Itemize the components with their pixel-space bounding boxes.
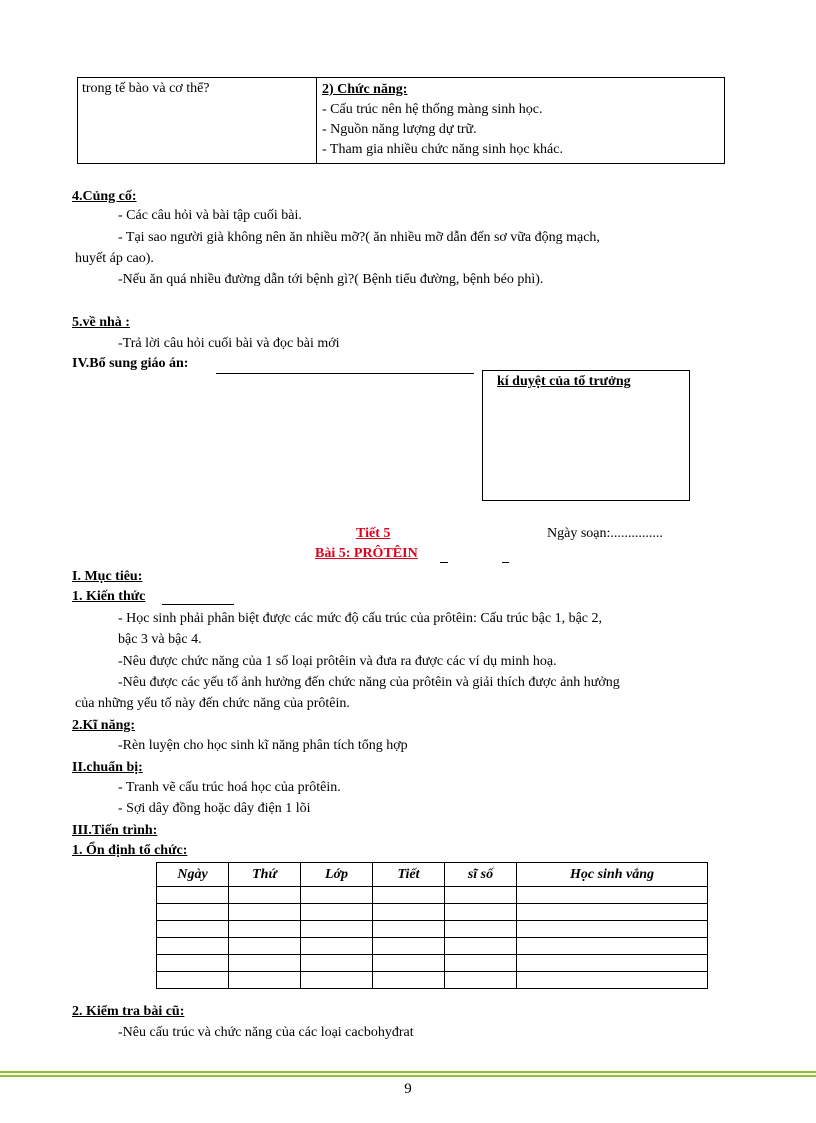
knowledge-line: - Học sinh phải phân biệt được các mức độ cấu trúc của prôtêin: Cấu trúc bậc 1, bậc 2, — [118, 611, 603, 626]
col-header-weekday: Thứ — [229, 863, 301, 887]
table-divider — [316, 78, 317, 163]
table-left-cell: trong tế bào và cơ thể? — [82, 81, 210, 96]
col-header-date: Ngày — [157, 863, 229, 887]
attendance-table — [156, 862, 708, 989]
prep-date: Ngày soạn:............... — [547, 526, 663, 541]
knowledge-rule — [162, 604, 234, 605]
old-lesson-check-heading: 2. Kiểm tra bài cũ: — [72, 1004, 185, 1019]
table-row — [157, 904, 708, 921]
function-line: - Tham gia nhiều chức năng sinh học khác. — [322, 142, 563, 157]
lesson-period: Tiết 5 — [356, 526, 391, 541]
skills-line: -Rèn luyện cho học sinh kĩ năng phân tích tổng hợp — [118, 738, 408, 753]
supplement-rule — [216, 373, 474, 374]
title-rule — [502, 562, 509, 563]
col-header-attendance: sĩ số — [445, 863, 517, 887]
supplement-heading: IV.Bổ sung giáo án: — [72, 356, 189, 371]
skills-heading: 2.Kĩ năng: — [72, 718, 136, 733]
class-setup-heading: 1. Ổn định tổ chức: — [72, 843, 188, 858]
old-lesson-check-line: -Nêu cấu trúc và chức năng của các loại cacbohyđrat — [118, 1025, 414, 1040]
review-heading: 4.Củng cố: — [72, 189, 137, 204]
knowledge-line: -Nêu được chức năng của 1 số loại prôtêin và đưa ra được các ví dụ minh hoạ. — [118, 654, 557, 669]
review-line: - Tại sao người già không nên ăn nhiều mỡ?( ăn nhiều mỡ dẫn đến sơ vữa động mạch, — [118, 230, 600, 245]
function-line: - Nguồn năng lượng dự trữ. — [322, 122, 477, 137]
table-header-row — [157, 863, 708, 887]
table-row — [157, 921, 708, 938]
homework-heading: 5.về nhà : — [72, 315, 130, 330]
col-header-period: Tiết — [373, 863, 445, 887]
lesson-title: Bài 5: PRÔTÊIN — [315, 546, 418, 561]
homework-line: -Trả lời câu hỏi cuối bài và đọc bài mới — [118, 336, 340, 351]
knowledge-heading: 1. Kiến thức — [72, 589, 146, 604]
table-row — [157, 938, 708, 955]
procedure-heading: III.Tiến trình: — [72, 823, 158, 838]
page-number: 9 — [404, 1081, 412, 1097]
review-line: -Nếu ăn quá nhiều đường dẫn tới bệnh gì?( Bệnh tiểu đường, bệnh béo phì). — [118, 272, 544, 287]
knowledge-line: bậc 3 và bậc 4. — [118, 632, 202, 647]
function-line: - Cấu trúc nên hệ thống màng sinh học. — [322, 102, 543, 117]
function-heading: 2) Chức năng: — [322, 82, 408, 97]
carryover-table — [77, 77, 725, 164]
preparation-heading: II.chuẩn bị: — [72, 760, 143, 775]
col-header-absent: Học sinh vắng — [517, 863, 708, 887]
table-row — [157, 887, 708, 904]
col-header-class: Lớp — [301, 863, 373, 887]
approval-box — [482, 370, 690, 501]
objectives-heading: I. Mục tiêu: — [72, 569, 143, 584]
table-right-cell — [322, 80, 563, 160]
preparation-line: - Tranh vẽ cấu trúc hoá học của prôtêin. — [118, 780, 341, 795]
review-line: - Các câu hỏi và bài tập cuối bài. — [118, 208, 302, 223]
knowledge-line: của những yếu tố này đến chức năng của prôtêin. — [75, 696, 350, 711]
footer-rule — [0, 1071, 816, 1079]
title-rule — [440, 562, 448, 563]
table-row — [157, 955, 708, 972]
approval-title: kí duyệt của tổ trưởng — [497, 374, 631, 389]
review-line: huyết áp cao). — [75, 251, 154, 266]
knowledge-line: -Nêu được các yếu tố ảnh hưởng đến chức năng của prôtêin và giải thích được ảnh hưởng — [118, 675, 620, 690]
preparation-line: - Sợi dây đồng hoặc dây điện 1 lõi — [118, 801, 311, 816]
table-row — [157, 972, 708, 989]
